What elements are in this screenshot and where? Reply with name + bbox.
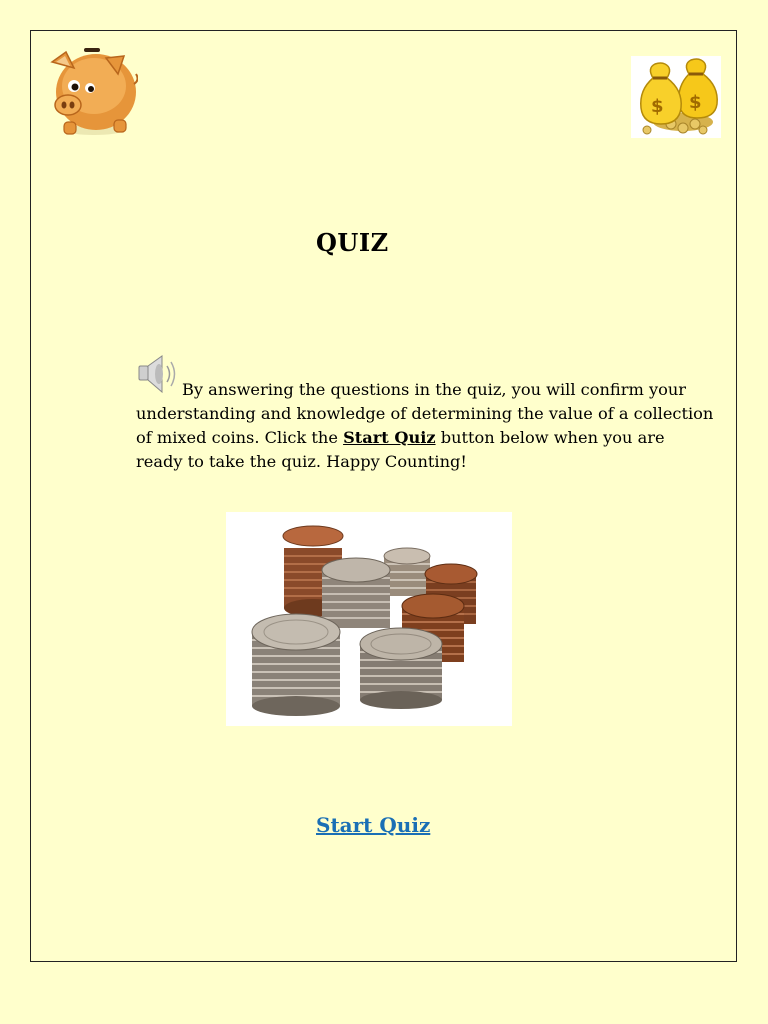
svg-text:$: $ [689,92,702,113]
svg-text:$: $ [651,96,664,117]
piggy-bank-icon [44,42,138,140]
money-bags-icon [631,56,721,138]
coin-stacks-image [226,512,512,726]
intro-paragraph [136,378,716,474]
intro-text-end: button below when you are ready to take the quiz. Happy Counting! [136,428,665,471]
intro-text-start: By answering the questions in the quiz, you will confirm your understanding and knowledge of determining the value of a collection of mixed coins. Click the [136,380,714,447]
page-title: QUIZ [316,228,389,257]
start-quiz-link[interactable]: Start Quiz [316,813,431,837]
intro-start-quiz-label: Start Quiz [343,428,436,447]
